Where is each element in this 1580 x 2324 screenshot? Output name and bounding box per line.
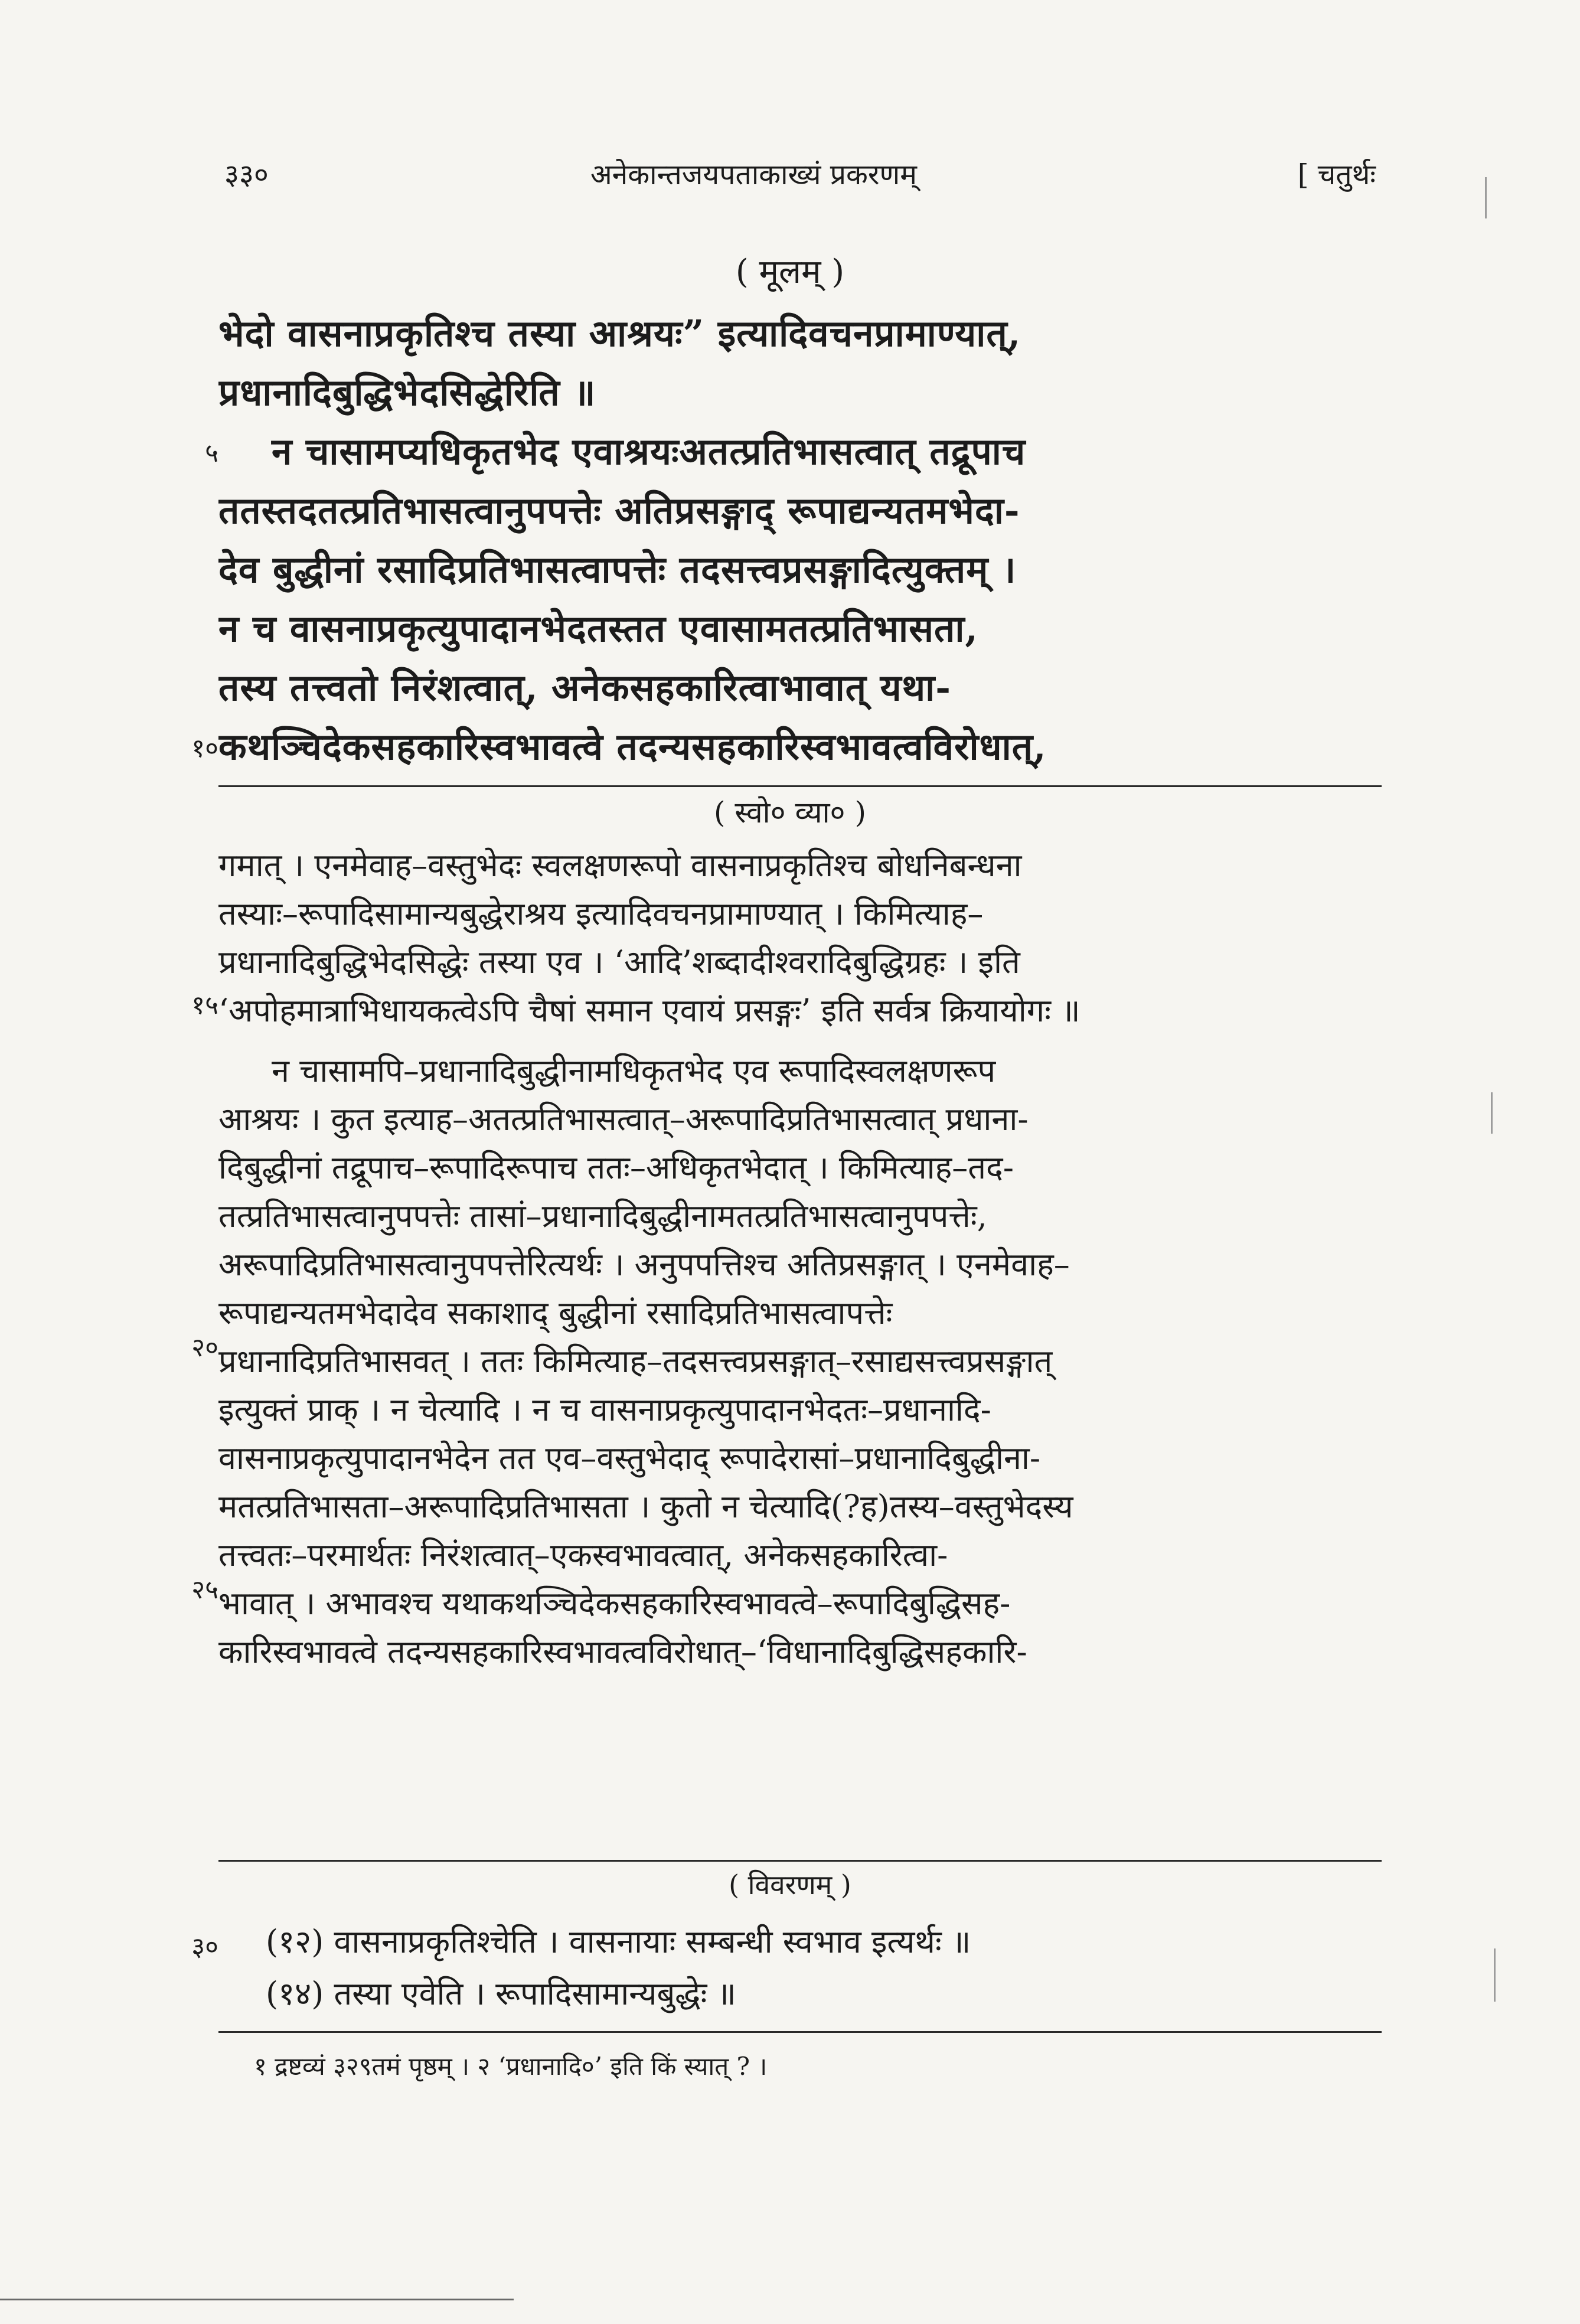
line-number: ३० <box>191 1932 218 1962</box>
vyakhya-line: अरूपादिप्रतिभासत्वानुपपत्तेरित्यर्थः । अनुपपत्तिश्च अतिप्रसङ्गात् । एनमेवाह– <box>218 1246 1070 1283</box>
vyakhya-line: प्रधानादिबुद्धिभेदसिद्धेः तस्या एव । ‘आदि’शब्दादीश्वरादिबुद्धिग्रहः । इति <box>218 944 1020 981</box>
mula-line: प्रधानादिबुद्धिभेदसिद्धेरिति ॥ <box>218 371 596 414</box>
mula-line: भेदो वासनाप्रकृतिश्च तस्या आश्रयः” इत्यादिवचनप्रामाण्यात्, <box>218 312 1021 355</box>
vyakhya-heading: ( स्वो० व्या० ) <box>714 795 866 830</box>
line-number: ५ <box>205 438 218 468</box>
running-header <box>224 155 1376 202</box>
vivarana-line: (१२) वासनाप्रकृतिश्चेति । वासनायाः सम्बन्धी स्वभाव इत्यर्थः ॥ <box>266 1923 971 1960</box>
mula-text <box>218 304 1382 776</box>
vyakhya-text <box>218 841 1382 1676</box>
vyakhya-line: न चासामपि–प्रधानादिबुद्धीनामधिकृतभेद एव रूपादिस्वलक्षणरूप <box>272 1052 996 1089</box>
mula-line: देव बुद्धीनां रसादिप्रतिभासत्वापत्तेः तदसत्त्वप्रसङ्गादित्युक्तम् । <box>218 548 1017 591</box>
scan-edge-mark <box>1485 177 1487 218</box>
scan-edge-mark <box>1494 1948 1496 2002</box>
vyakhya-line: कारिस्वभावत्वे तदन्यसहकारिस्वभावत्वविरोधात्–‘विधानादिबुद्धिसहकारि- <box>218 1633 1027 1670</box>
vivarana-text <box>266 1916 1376 2020</box>
chapter-label: [ चतुर्थः <box>1297 158 1376 191</box>
page-number: ३३० <box>224 158 269 191</box>
line-number: १० <box>191 733 218 763</box>
vyakhya-line: तत्प्रतिभासत्वानुपपत्तेः तासां–प्रधानादिबुद्धीनामतत्प्रतिभासत्वानुपपत्तेः, <box>218 1197 987 1235</box>
vivarana-line: (१४) तस्या एवेति । रूपादिसामान्यबुद्धेः ॥ <box>266 1975 736 2012</box>
vyakhya-line: मतत्प्रतिभासता–अरूपादिप्रतिभासता । कुतो न चेत्यादि(?ह)तस्य–वस्तुभेदस्य <box>218 1488 1073 1525</box>
running-title: अनेकान्तजयपताकाख्यं प्रकरणम् <box>590 158 917 191</box>
mula-heading: ( मूलम् ) <box>735 253 845 291</box>
vyakhya-line: दिबुद्धीनां तद्रूपाच–रूपादिरूपाच ततः–अधिकृतभेदात् । किमित्याह–तद- <box>218 1149 1014 1186</box>
line-number: १५ <box>191 990 218 1020</box>
section-divider <box>218 1860 1382 1862</box>
line-number: २५ <box>191 1575 218 1605</box>
vyakhya-line: वासनाप्रकृत्युपादानभेदेन तत एव–वस्तुभेदाद् रूपादेरासां–प्रधानादिबुद्धीना- <box>218 1440 1041 1477</box>
vivarana-heading: ( विवरणम् ) <box>729 1869 851 1901</box>
vyakhya-line: भावात् । अभावश्च यथाकथञ्चिदेकसहकारिस्वभावत्वे–रूपादिबुद्धिसह- <box>218 1585 1011 1622</box>
vyakhya-line: तत्त्वतः–परमार्थतः निरंशत्वात्–एकस्वभावत्वात्, अनेकसहकारित्वा- <box>218 1536 948 1574</box>
mula-line: कथञ्चिदेकसहकारिस्वभावत्वे तदन्यसहकारिस्वभावत्वविरोधात्, <box>218 725 1047 768</box>
vyakhya-line: तस्याः–रूपादिसामान्यबुद्धेराश्रय इत्यादिवचनप्रामाण्यात् । किमित्याह– <box>218 895 984 932</box>
mula-line: न च वासनाप्रकृत्युपादानभेदतस्तत एवासामतत्प्रतिभासता, <box>218 607 978 650</box>
mula-line: ततस्तदतत्प्रतिभासत्वानुपपत्तेः अतिप्रसङ्गाद् रूपाद्यन्यतमभेदा- <box>218 489 1020 532</box>
line-number: २० <box>191 1333 218 1363</box>
footnotes: १ द्रष्टव्यं ३२९तमं पृष्ठम् । २ ‘प्रधानादि०’ इति किं स्यात् ? । <box>254 2052 768 2081</box>
footnote-divider <box>218 2031 1382 2033</box>
mula-line: तस्य तत्त्वतो निरंशत्वात्, अनेकसहकारित्वाभावात् यथा- <box>218 666 951 709</box>
scan-edge-mark <box>1491 1092 1493 1134</box>
mula-line: न चासामप्यधिकृतभेद एवाश्रयःअतत्प्रतिभासत्वात् तद्रूपाच <box>272 430 1026 473</box>
vyakhya-line: इत्युक्तं प्राक् । न चेत्यादि । न च वासनाप्रकृत्युपादानभेदतः–प्रधानादि- <box>218 1391 991 1428</box>
vyakhya-line: रूपाद्यन्यतमभेदादेव सकाशाद् बुद्धीनां रसादिप्रतिभासत्वापत्तेः <box>218 1294 893 1331</box>
vyakhya-line: प्रधानादिप्रतिभासवत् । ततः किमित्याह–तदसत्त्वप्रसङ्गात्–रसाद्यसत्त्वप्रसङ्गात् <box>218 1343 1053 1380</box>
vyakhya-line: ‘अपोहमात्राभिधायकत्वेऽपि चैषां समान एवायं प्रसङ्गः’ इति सर्वत्र क्रियायोगः ॥ <box>218 992 1080 1029</box>
scan-bottom-rule <box>0 2299 514 2300</box>
vyakhya-line: आश्रयः । कुत इत्याह–अतत्प्रतिभासत्वात्–अरूपादिप्रतिभासत्वात् प्रधाना- <box>218 1101 1029 1138</box>
vyakhya-line: गमात् । एनमेवाह–वस्तुभेदः स्वलक्षणरूपो वासनाप्रकृतिश्च बोधनिबन्धना <box>218 847 1022 884</box>
section-divider <box>218 785 1382 787</box>
